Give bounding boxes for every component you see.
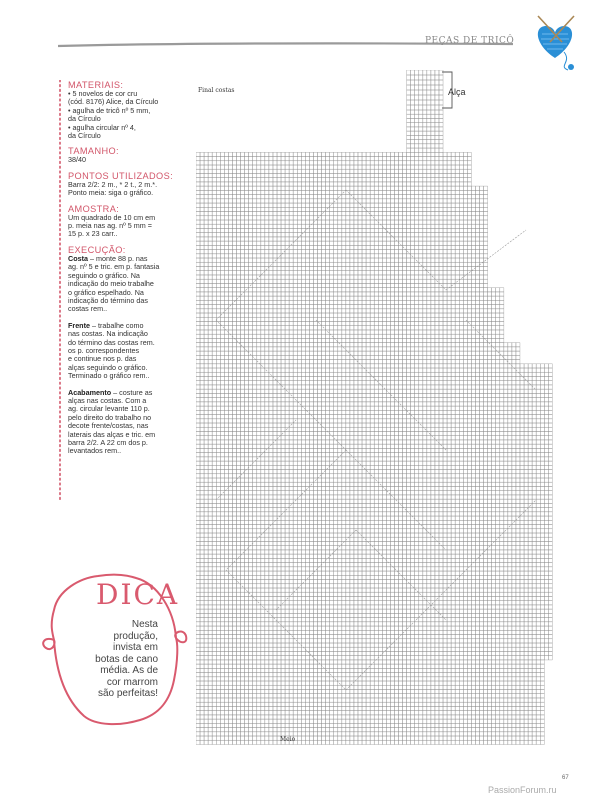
tamanho-value: 38/40 [68, 155, 86, 165]
acabamento-line: laterais das alças e tric. em [68, 429, 156, 439]
dica-line: produção, [113, 630, 158, 642]
cable-line [446, 230, 526, 290]
cable-line [466, 500, 536, 570]
acabamento-line: alças nas costas. Com a [68, 395, 147, 405]
final-costas-label: Final costas [198, 87, 235, 94]
frente-line: do término das costas rem. [68, 337, 155, 347]
costa-line: o gráfico espelhado. Na [68, 287, 144, 297]
acabamento-line: – costure as [111, 387, 153, 397]
meio-label: Meio [280, 736, 296, 743]
yarn-heart-icon [528, 12, 582, 72]
alca-label: Alça [448, 87, 466, 97]
dica-line: botas de cano [95, 653, 158, 665]
section-title: PEÇAS DE TRICÔ [425, 36, 515, 46]
pontos-heading: PONTOS UTILIZADOS: [68, 170, 174, 181]
chart-grid [196, 70, 552, 745]
pontos-line: Ponto meia: siga o gráfico. [68, 188, 154, 198]
frente-line: os p. correspondentes [68, 345, 140, 355]
materiais-line: • 5 novelos de cor cru [68, 89, 138, 98]
materiais-line: da Círculo [68, 114, 101, 124]
tamanho-heading: TAMANHO: [68, 146, 120, 157]
costa-line: ag. nº 5 e tric. em p. fantasia [68, 262, 160, 272]
frente-line: nas costas. Na indicação [68, 329, 148, 339]
costa-line: – monte 88 p. nas [87, 253, 148, 263]
acabamento-label: Acabamento [68, 387, 112, 397]
materiais-list [68, 90, 176, 140]
amostra-heading: AMOSTRA: [68, 203, 120, 214]
amostra-line: Um quadrado de 10 cm em [68, 212, 156, 222]
acabamento-line: levantados rem.. [68, 446, 122, 456]
costa-line: indicação do término das [68, 295, 148, 305]
pontos-line: Barra 2/2: 2 m., * 2 t., 2 m.*. [68, 179, 158, 189]
acabamento-line: decote frente/costas, nas [68, 421, 149, 431]
costa-label: Costa [68, 253, 88, 263]
cable-line [466, 320, 536, 390]
amostra-line: 15 p. x 23 carr.. [68, 229, 118, 239]
watermark: PassionForum.ru [488, 785, 557, 795]
dica-text [78, 619, 158, 700]
dica-title: DICA [96, 578, 180, 611]
execucao-heading: EXECUÇÃO: [68, 244, 126, 255]
materiais-line: • agulha circular nº 4, [68, 122, 136, 132]
instructions-column [68, 80, 176, 456]
dica-line: invista em [112, 642, 158, 653]
materiais-line: • agulha de tricô nº 5 mm, [68, 105, 151, 115]
dica-line: cor marrom [106, 676, 158, 688]
frente-label: Frente [68, 320, 90, 330]
frente-line: – trabalhe como [89, 320, 144, 330]
frente-line: e continue nos p. das [68, 354, 137, 364]
frente-line: Terminado o gráfico rem.. [68, 371, 150, 381]
amostra-line: p. meia nas ag. nº 5 mm = [68, 221, 152, 231]
dica-line: Nesta [131, 619, 158, 630]
costa-line: indicação do meio trabalhe [68, 279, 154, 289]
materiais-heading: MATERIAIS: [68, 80, 124, 90]
dica-line: média. As de [100, 665, 158, 676]
cable-line [226, 450, 346, 570]
materiais-line: (cód. 8176) Alice, da Círculo [68, 97, 159, 107]
frente-line: alças seguindo o gráfico. [68, 362, 148, 372]
dica-line: são perfeitas! [97, 688, 158, 699]
cable-line [216, 420, 296, 500]
sidebar-dotted-divider [58, 80, 62, 500]
acabamento-line: ag. circular levante 110 p. [68, 404, 150, 414]
knitting-chart [196, 70, 566, 750]
page-number: 67 [562, 775, 569, 781]
acabamento-line: barra 2/2. A 22 cm dos p. [68, 438, 148, 447]
costa-line: seguindo o gráfico. Na [68, 270, 140, 280]
acabamento-line: pelo direito do trabalho no [68, 412, 152, 422]
materiais-line: da Círculo [68, 131, 101, 141]
cable-line [276, 530, 356, 610]
costa-line: costas rem.. [68, 304, 108, 314]
cable-line [356, 530, 446, 620]
